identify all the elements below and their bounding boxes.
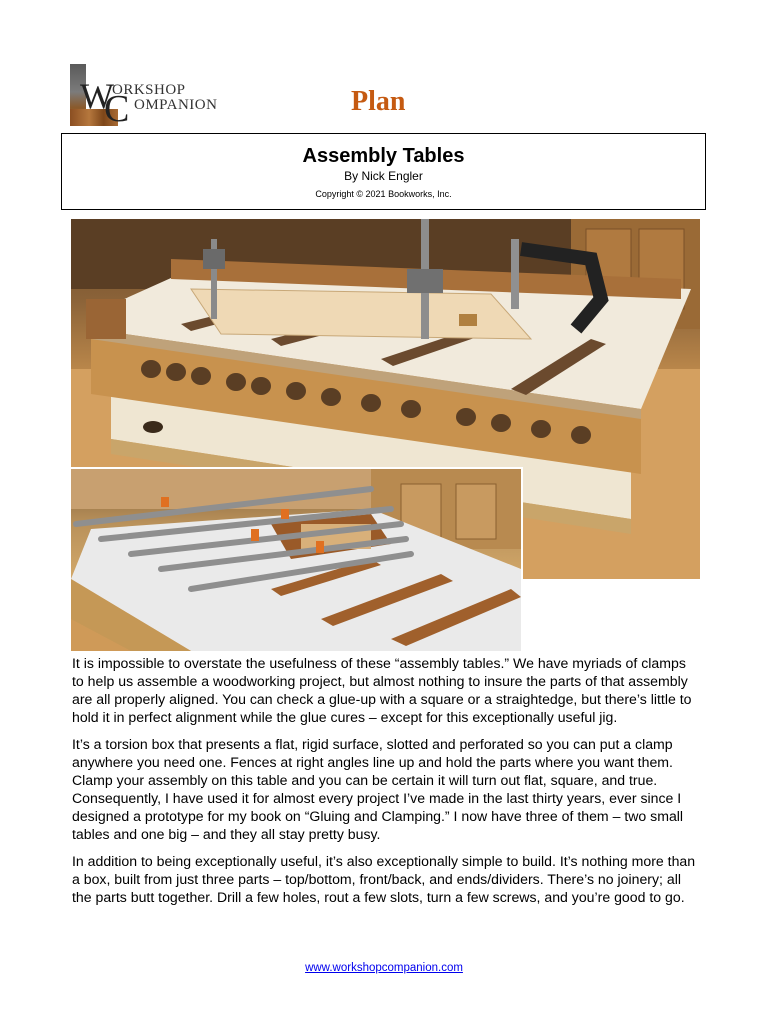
paragraph-3: In addition to being exceptionally useful, it’s also exceptionally simple to build. It’s nothing more than a box, built from just three parts – top/bottom, front/back, and ends/dividers. There’s no joinery; all the parts butt together. Drill a few holes, rout a few slots, turn a few screws, and you’re good to go. [72, 853, 696, 905]
workshop-companion-logo [70, 64, 230, 130]
title-box [61, 133, 706, 210]
pipe-clamp-photo [71, 467, 523, 651]
author-line: By Nick Engler [344, 169, 423, 183]
logo-text-companion: OMPANION [134, 97, 218, 113]
paragraph-2: It’s a torsion box that presents a flat, rigid surface, slotted and perforated so you can put a clamp anywhere you need one. Fences at right angles line up and hold the parts where you want them. Clamp your assembly on this table and you can be certain it will turn out flat, square, and true. Consequently, I have used it for almost every project I’ve made in the last thirty years, ever since I designed a prototype for my book on “Gluing and Clamping.” I now have three of them – two small tables and one big – and they all stay pretty busy. [72, 736, 684, 842]
copyright-line: Copyright © 2021 Bookworks, Inc. [315, 189, 452, 199]
logo-text-workshop: ORKSHOP [112, 82, 186, 98]
section-label: Plan [351, 86, 406, 117]
body-text [72, 654, 696, 915]
paragraph-1: It is impossible to overstate the usefulness of these “assembly tables.” We have myriads of clamps to help us assemble a woodworking project, but almost nothing to insure the parts of that assembly are all properly aligned. You can check a glue-up with a square or a straightedge, but there’s little to hold it in perfect alignment while the glue cures – except for this exceptionally useful jig. [72, 655, 692, 725]
footer [0, 962, 768, 974]
page-title: Assembly Tables [302, 145, 465, 167]
website-link[interactable]: www.workshopcompanion.com [305, 962, 463, 974]
logo-letter-w: W [80, 76, 114, 116]
logo-letter-c: C [104, 88, 130, 130]
